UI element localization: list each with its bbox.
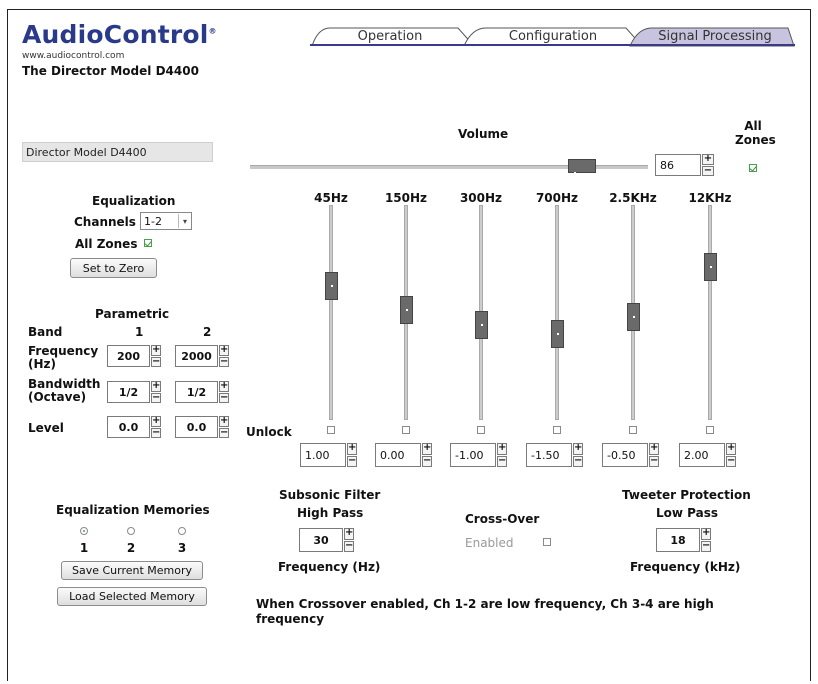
- bandwidth-1-value[interactable]: 1/2: [107, 381, 150, 403]
- bandwidth-2-value[interactable]: 1/2: [175, 381, 218, 403]
- chevron-down-icon[interactable]: ▾: [178, 214, 191, 228]
- increment-icon[interactable]: +: [650, 442, 659, 453]
- tweeter-stepper[interactable]: [656, 528, 711, 552]
- tab-operation[interactable]: Operation: [357, 28, 423, 44]
- memory-radio-3[interactable]: [178, 527, 186, 535]
- decrement-icon[interactable]: −: [220, 355, 229, 367]
- level-2-stepper[interactable]: [175, 416, 229, 438]
- subsonic-stepper[interactable]: [299, 528, 354, 552]
- increment-icon[interactable]: +: [574, 442, 583, 453]
- volume-value[interactable]: 86: [655, 154, 701, 176]
- band-number-2: 2: [203, 325, 212, 339]
- increment-icon[interactable]: +: [152, 415, 161, 426]
- crossover-note: When Crossover enabled, Ch 1-2 are low frequency, Ch 3-4 are high frequency: [256, 597, 714, 626]
- increment-icon[interactable]: +: [348, 442, 357, 453]
- increment-icon[interactable]: +: [220, 344, 229, 355]
- eq-band-frequency-label: 12KHz: [688, 191, 732, 205]
- eq-band-frequency-label: 150Hz: [384, 191, 428, 205]
- subsonic-value[interactable]: 30: [299, 528, 343, 552]
- decrement-icon[interactable]: −: [152, 391, 161, 403]
- crossover-title: Cross-Over: [465, 512, 540, 526]
- volume-slider-thumb[interactable]: [568, 159, 596, 173]
- eq-band-frequency-label: 300Hz: [459, 191, 503, 205]
- decrement-icon[interactable]: −: [220, 426, 229, 438]
- decrement-icon[interactable]: −: [498, 454, 507, 466]
- bandwidth-2-stepper[interactable]: [175, 381, 229, 403]
- crossover-enabled-checkbox[interactable]: [543, 538, 551, 546]
- decrement-icon[interactable]: −: [348, 454, 357, 466]
- frequency-1-value[interactable]: 200: [107, 345, 150, 367]
- eq-band-slider-thumb[interactable]: [551, 320, 564, 348]
- increment-icon[interactable]: +: [702, 527, 711, 538]
- eq-band-slider-thumb[interactable]: [627, 303, 640, 331]
- tweeter-value[interactable]: 18: [656, 528, 700, 552]
- eq-band-stepper[interactable]: [300, 443, 357, 467]
- eq-band-slider-thumb[interactable]: [325, 272, 338, 300]
- audiocontrol-logo: AudioControl®: [22, 20, 217, 49]
- eq-band-unlock-checkbox[interactable]: [706, 426, 714, 434]
- eq-band-slider-track[interactable]: [708, 205, 712, 420]
- save-memory-button[interactable]: Save Current Memory: [61, 561, 203, 580]
- eq-band-stepper[interactable]: [602, 443, 659, 467]
- unlock-label: Unlock: [246, 425, 292, 439]
- decrement-icon[interactable]: −: [345, 539, 354, 551]
- increment-icon[interactable]: +: [220, 415, 229, 426]
- frequency-2-value[interactable]: 2000: [175, 345, 218, 367]
- eq-band-frequency-label: 45Hz: [314, 191, 348, 205]
- decrement-icon[interactable]: −: [574, 454, 583, 466]
- volume-stepper[interactable]: [655, 154, 714, 176]
- bandwidth-label: Bandwidth (Octave): [28, 377, 101, 404]
- eq-all-zones-checkbox[interactable]: [144, 239, 152, 247]
- eq-band-stepper[interactable]: [450, 443, 507, 467]
- set-to-zero-button[interactable]: Set to Zero: [70, 258, 157, 278]
- eq-band-slider-thumb[interactable]: [475, 311, 488, 339]
- eq-band-slider-thumb[interactable]: [704, 253, 717, 281]
- band-label: Band: [28, 325, 63, 339]
- eq-band-value[interactable]: -1.00: [450, 443, 496, 467]
- equalization-title: Equalization: [92, 194, 176, 208]
- eq-band-frequency-label: 2.5KHz: [609, 191, 657, 205]
- tweeter-title: Tweeter Protection: [622, 488, 751, 502]
- eq-band-value[interactable]: 2.00: [679, 443, 725, 467]
- eq-band-unlock-checkbox[interactable]: [327, 426, 335, 434]
- eq-band-frequency-label: 700Hz: [535, 191, 579, 205]
- subsonic-subtitle: High Pass: [297, 506, 364, 520]
- level-1-stepper[interactable]: [107, 416, 161, 438]
- eq-band-stepper[interactable]: [679, 443, 736, 467]
- memory-radio-label: 2: [126, 541, 136, 555]
- eq-band-stepper[interactable]: [526, 443, 583, 467]
- eq-band-value[interactable]: 1.00: [300, 443, 346, 467]
- eq-band-unlock-checkbox[interactable]: [477, 426, 485, 434]
- volume-down-icon[interactable]: −: [703, 164, 713, 176]
- memory-radio-label: 1: [79, 541, 89, 555]
- decrement-icon[interactable]: −: [702, 539, 711, 551]
- level-1-value[interactable]: 0.0: [107, 416, 150, 438]
- frequency-label: Frequency (Hz): [28, 344, 99, 371]
- all-zones-volume-label: All Zones: [735, 119, 776, 147]
- tab-underline: [310, 44, 795, 46]
- subsonic-unit-label: Frequency (Hz): [278, 560, 381, 574]
- eq-band-value[interactable]: -1.50: [526, 443, 572, 467]
- increment-icon[interactable]: +: [220, 380, 229, 391]
- decrement-icon[interactable]: −: [152, 355, 161, 367]
- channels-label: Channels: [74, 215, 136, 229]
- subsonic-title: Subsonic Filter: [279, 488, 381, 502]
- parametric-title: Parametric: [95, 307, 170, 321]
- eq-all-zones-label: All Zones: [75, 237, 138, 251]
- eq-band-slider-thumb[interactable]: [400, 296, 413, 324]
- eq-band-stepper[interactable]: [375, 443, 432, 467]
- level-2-value[interactable]: 0.0: [175, 416, 218, 438]
- decrement-icon[interactable]: −: [220, 391, 229, 403]
- bandwidth-1-stepper[interactable]: [107, 381, 161, 403]
- memory-radio-2[interactable]: [127, 527, 135, 535]
- decrement-icon[interactable]: −: [423, 454, 432, 466]
- eq-band-value[interactable]: 0.00: [375, 443, 421, 467]
- eq-band-slider-track[interactable]: [555, 205, 559, 420]
- band-number-1: 1: [135, 325, 144, 339]
- frequency-1-stepper[interactable]: [107, 345, 161, 367]
- channels-select-value: 1-2: [144, 214, 162, 228]
- level-label: Level: [28, 421, 64, 435]
- device-name-field[interactable]: Director Model D4400: [22, 142, 213, 162]
- decrement-icon[interactable]: −: [152, 426, 161, 438]
- eq-band-unlock-checkbox[interactable]: [402, 426, 410, 434]
- increment-icon[interactable]: +: [152, 344, 161, 355]
- increment-icon[interactable]: +: [423, 442, 432, 453]
- crossover-enabled-label: Enabled: [465, 536, 514, 550]
- volume-up-icon[interactable]: +: [703, 153, 713, 164]
- eq-band-unlock-checkbox[interactable]: [629, 426, 637, 434]
- volume-title: Volume: [458, 127, 509, 141]
- all-zones-volume-checkbox[interactable]: [749, 164, 757, 172]
- memory-radio-1[interactable]: [80, 527, 88, 535]
- increment-icon[interactable]: +: [152, 380, 161, 391]
- model-title: The Director Model D4400: [22, 64, 199, 78]
- channels-select[interactable]: [140, 212, 192, 230]
- tweeter-subtitle: Low Pass: [656, 506, 719, 520]
- tab-signal-processing[interactable]: Signal Processing: [658, 28, 772, 44]
- increment-icon[interactable]: +: [345, 527, 354, 538]
- website-url: www.audiocontrol.com: [22, 51, 125, 61]
- frequency-2-stepper[interactable]: [175, 345, 229, 367]
- increment-icon[interactable]: +: [498, 442, 507, 453]
- increment-icon[interactable]: +: [727, 442, 736, 453]
- eq-band-value[interactable]: -0.50: [602, 443, 648, 467]
- eq-band-slider-track[interactable]: [329, 205, 333, 420]
- tab-configuration[interactable]: Configuration: [508, 28, 598, 44]
- load-memory-button[interactable]: Load Selected Memory: [57, 587, 207, 606]
- memories-title: Equalization Memories: [56, 503, 210, 517]
- decrement-icon[interactable]: −: [727, 454, 736, 466]
- eq-band-unlock-checkbox[interactable]: [553, 426, 561, 434]
- decrement-icon[interactable]: −: [650, 454, 659, 466]
- memory-radio-label: 3: [177, 541, 187, 555]
- tweeter-unit-label: Frequency (kHz): [630, 560, 741, 574]
